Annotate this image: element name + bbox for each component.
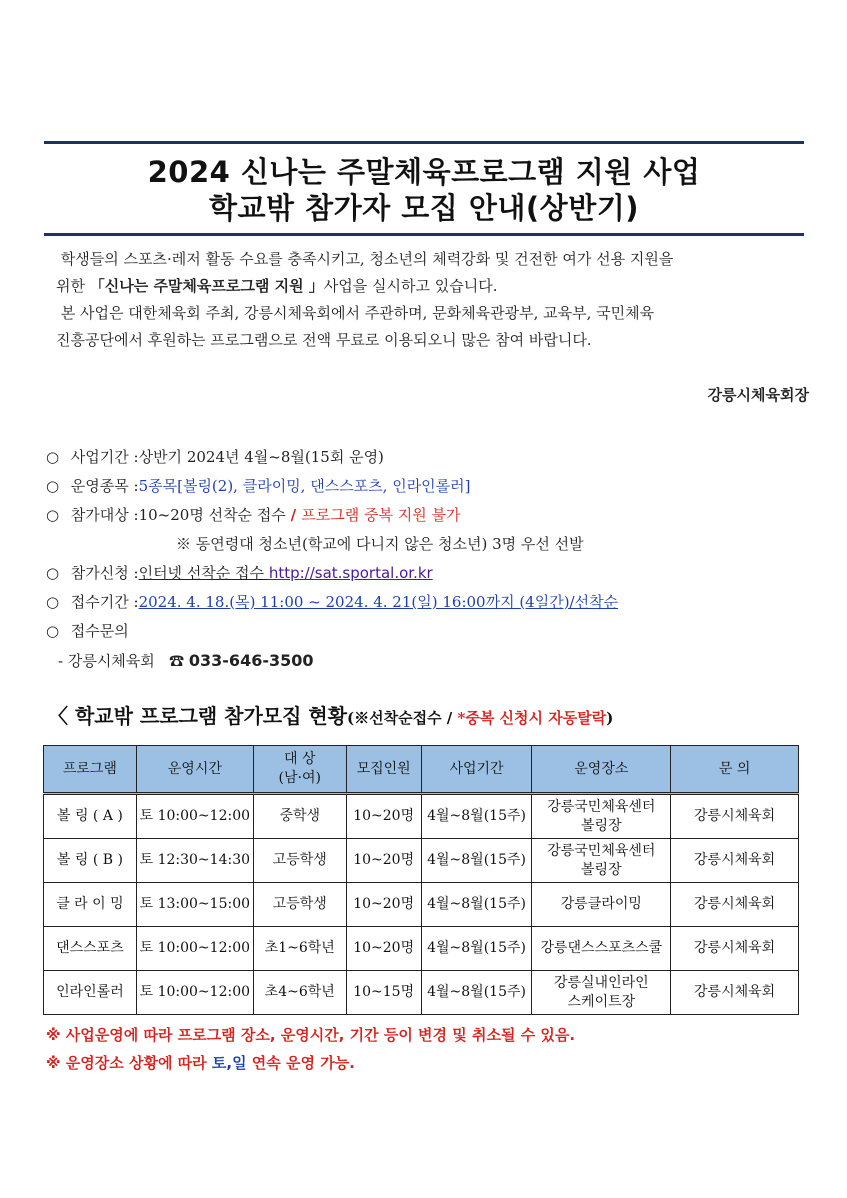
section-note-warning: *중복 신청시 자동탈락 bbox=[457, 709, 607, 727]
circle-bullet-icon: ○ bbox=[46, 506, 60, 524]
apply-link[interactable]: http://sat.sportal.or.kr bbox=[268, 564, 433, 582]
cell-count: 10~20명 bbox=[346, 794, 421, 839]
info-target bbox=[46, 501, 806, 530]
info-value: 5종목[볼링(2), 클라이밍, 댄스스포츠, 인라인롤러] bbox=[138, 477, 471, 495]
cell-count: 10~20명 bbox=[346, 927, 421, 971]
col-header-period: 사업기간 bbox=[421, 746, 532, 794]
sender-signature: 강릉시체육회장 bbox=[707, 386, 809, 404]
section-note-close: ) bbox=[606, 709, 614, 727]
cell-time: 토 12:30~14:30 bbox=[136, 839, 253, 883]
intro-line bbox=[56, 273, 808, 300]
notice-days: 토,일 bbox=[211, 1054, 247, 1072]
info-target-note: ※ 동연령대 청소년(학교에 다니지 않은 청소년) 3명 우선 선발 bbox=[176, 535, 584, 553]
cell-venue bbox=[532, 794, 671, 839]
intro-text: 본 사업은 대한체육회 주최, 강릉시체육회에서 주관하며, 문화체육관광부, 교육부, 국민체육 bbox=[60, 304, 655, 322]
info-label: 접수문의 bbox=[70, 622, 129, 640]
cell-time: 토 13:00~15:00 bbox=[136, 883, 253, 927]
info-separator: / bbox=[290, 506, 302, 524]
cell-program: 볼 링 ( B ) bbox=[44, 839, 137, 883]
info-label: 접수기간 : bbox=[70, 593, 139, 611]
cell-venue bbox=[532, 839, 671, 883]
cell-period: 4월~8월(15주) bbox=[421, 883, 532, 927]
cell-target: 초4~6학년 bbox=[253, 971, 346, 1015]
cell-venue bbox=[532, 971, 671, 1015]
circle-bullet-icon: ○ bbox=[46, 593, 60, 611]
venue-line: 강릉국민체육센터 bbox=[547, 798, 656, 815]
cell-time: 토 10:00~12:00 bbox=[136, 794, 253, 839]
venue-line: 강릉실내인라인 bbox=[553, 974, 649, 991]
table-row bbox=[44, 794, 799, 839]
cell-count: 10~20명 bbox=[346, 883, 421, 927]
cell-target: 초1~6학년 bbox=[253, 927, 346, 971]
cell-contact: 강릉시체육회 bbox=[671, 971, 799, 1015]
table-header-row bbox=[44, 746, 799, 794]
cell-program: 볼 링 ( A ) bbox=[44, 794, 137, 839]
cell-contact: 강릉시체육회 bbox=[671, 839, 799, 883]
header-subtext: (남·여) bbox=[278, 770, 321, 786]
info-sports bbox=[46, 472, 806, 501]
cell-period: 4월~8월(15주) bbox=[421, 794, 532, 839]
intro-line bbox=[56, 327, 808, 354]
intro-line bbox=[56, 300, 808, 327]
info-label: 참가대상 : bbox=[70, 506, 139, 524]
info-reception bbox=[46, 588, 806, 617]
venue-line: 강릉국민체육센터 bbox=[547, 842, 656, 859]
notice-weekend bbox=[46, 1052, 355, 1073]
cell-program: 인라인롤러 bbox=[44, 971, 137, 1015]
intro-text: 학생들의 스포츠·레저 활동 수요를 충족시키고, 청소년의 체력강화 및 건전한 여가 선용 지원을 bbox=[60, 250, 674, 268]
section-heading bbox=[48, 700, 613, 729]
title-top-rule bbox=[44, 141, 804, 144]
col-header-count: 모집인원 bbox=[346, 746, 421, 794]
circle-bullet-icon: ○ bbox=[46, 622, 60, 640]
notice-change: ※ 사업운영에 따라 프로그램 장소, 운영시간, 기간 등이 변경 및 취소될 수 있음. bbox=[46, 1026, 576, 1044]
intro-text: 진흥공단에서 후원하는 프로그램으로 전액 무료로 이용되오니 많은 참여 바랍니다. bbox=[56, 331, 592, 349]
cell-program: 댄스스포츠 bbox=[44, 927, 137, 971]
intro-text: 사업을 실시하고 있습니다. bbox=[323, 277, 498, 295]
cell-contact: 강릉시체육회 bbox=[671, 794, 799, 839]
info-list bbox=[46, 443, 806, 675]
info-value: 2024. 4. 18.(목) 11:00 ~ 2024. 4. 21(일) 16:00까지 (4일간)/선착순 bbox=[138, 593, 619, 611]
section-note: (※선착순접수 / bbox=[347, 709, 458, 727]
info-inquiry bbox=[46, 617, 806, 646]
info-value: 10~20명 선착순 접수 bbox=[138, 506, 291, 524]
info-label: 사업기간 : bbox=[70, 448, 139, 466]
section-title: 〈 학교밖 프로그램 참가모집 현황 bbox=[48, 704, 348, 728]
title-bottom-rule bbox=[44, 233, 804, 236]
intro-paragraph bbox=[56, 246, 808, 354]
cell-time: 토 10:00~12:00 bbox=[136, 971, 253, 1015]
program-name: 「신나는 주말체육프로그램 지원 」 bbox=[89, 277, 324, 295]
header-text: 대 상 bbox=[283, 751, 316, 767]
table-row bbox=[44, 839, 799, 883]
col-header-target bbox=[253, 746, 346, 794]
notice-text: ※ 운영장소 상황에 따라 bbox=[46, 1054, 212, 1072]
cell-period: 4월~8월(15주) bbox=[421, 839, 532, 883]
page-title-line-1: 2024 신나는 주말체육프로그램 지원 사업 bbox=[147, 155, 701, 189]
cell-contact: 강릉시체육회 bbox=[671, 883, 799, 927]
cell-time: 토 10:00~12:00 bbox=[136, 927, 253, 971]
program-table bbox=[43, 745, 799, 1015]
intro-line bbox=[56, 246, 808, 273]
cell-target: 중학생 bbox=[253, 794, 346, 839]
cell-venue: 강릉댄스스포츠스쿨 bbox=[532, 927, 671, 971]
notice-text: 연속 운영 가능. bbox=[246, 1054, 355, 1072]
table-row bbox=[44, 883, 799, 927]
info-period bbox=[46, 443, 806, 472]
duplicate-warning: 프로그램 중복 지원 불가 bbox=[301, 506, 461, 524]
col-header-time: 운영시간 bbox=[136, 746, 253, 794]
cell-target: 고등학생 bbox=[253, 839, 346, 883]
cell-contact: 강릉시체육회 bbox=[671, 927, 799, 971]
circle-bullet-icon: ○ bbox=[46, 564, 60, 582]
circle-bullet-icon: ○ bbox=[46, 448, 60, 466]
table-row bbox=[44, 927, 799, 971]
cell-count: 10~20명 bbox=[346, 839, 421, 883]
cell-period: 4월~8월(15주) bbox=[421, 971, 532, 1015]
info-label: 참가신청 : bbox=[70, 564, 139, 582]
cell-period: 4월~8월(15주) bbox=[421, 927, 532, 971]
col-header-program: 프로그램 bbox=[44, 746, 137, 794]
col-header-venue: 운영장소 bbox=[532, 746, 671, 794]
circle-bullet-icon: ○ bbox=[46, 477, 60, 495]
page-title-line-2: 학교밖 참가자 모집 안내(상반기) bbox=[209, 191, 639, 225]
table-row bbox=[44, 971, 799, 1015]
cell-target: 고등학생 bbox=[253, 883, 346, 927]
venue-line: 스케이트장 bbox=[567, 993, 636, 1010]
inquiry-org: - 강릉시체육회 bbox=[58, 652, 155, 670]
info-label: 운영종목 : bbox=[70, 477, 139, 495]
phone-number: 033-646-3500 bbox=[188, 651, 314, 670]
cell-program: 클 라 이 밍 bbox=[44, 883, 137, 927]
info-value: 인터넷 선착순 접수 bbox=[138, 564, 269, 582]
info-apply bbox=[46, 559, 806, 588]
phone-icon: ☎ bbox=[169, 652, 185, 670]
info-inquiry-contact bbox=[46, 646, 806, 675]
info-value: 상반기 2024년 4월~8월(15회 운영) bbox=[138, 448, 384, 466]
cell-venue: 강릉클라이밍 bbox=[532, 883, 671, 927]
venue-line: 볼링장 bbox=[581, 861, 622, 878]
venue-line: 볼링장 bbox=[581, 817, 622, 834]
intro-text: 위한 bbox=[56, 277, 90, 295]
cell-count: 10~15명 bbox=[346, 971, 421, 1015]
col-header-contact: 문 의 bbox=[671, 746, 799, 794]
